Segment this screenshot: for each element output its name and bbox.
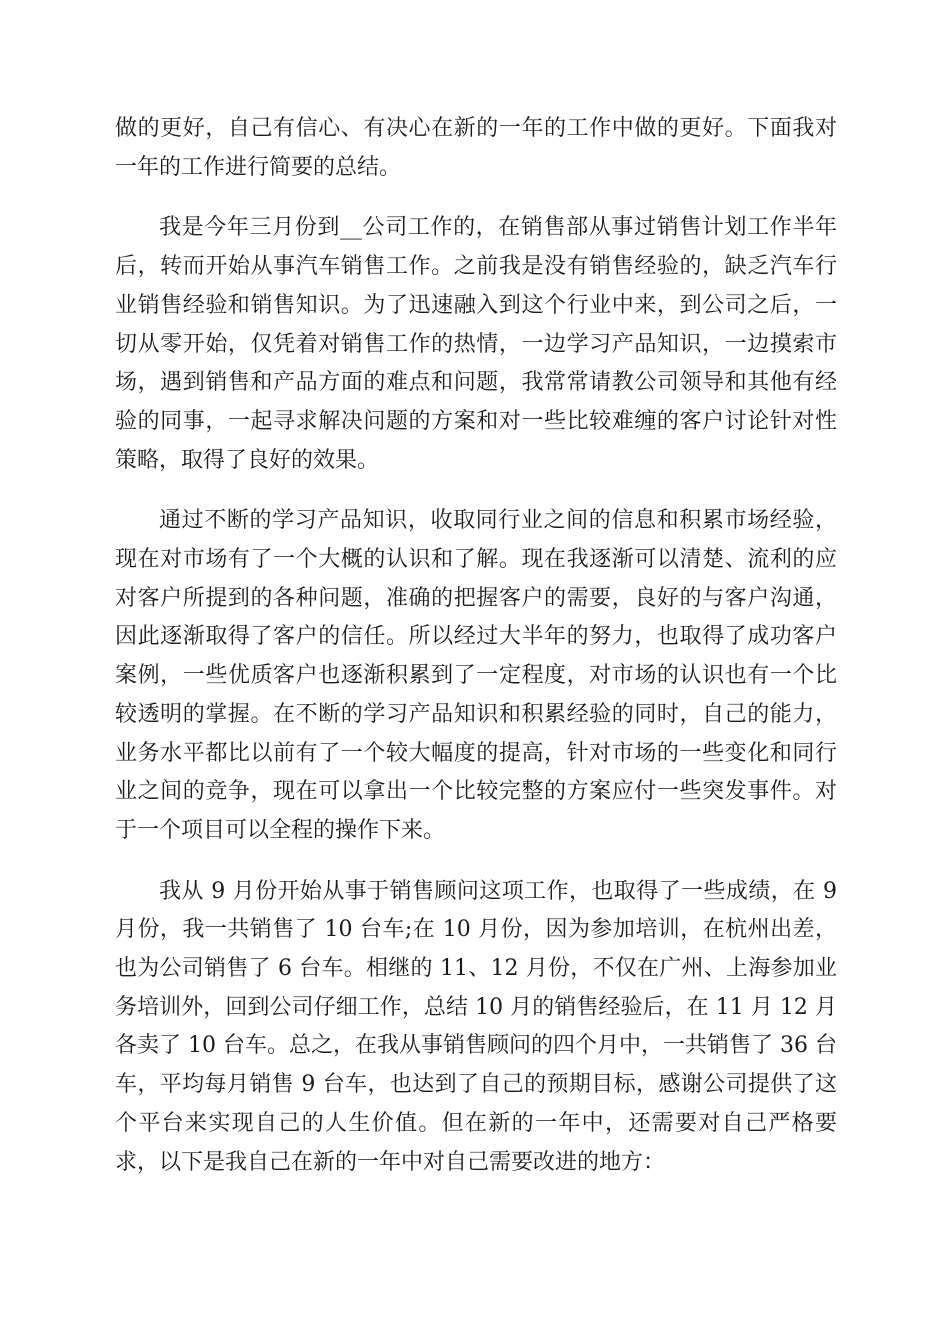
document-body bbox=[115, 110, 837, 1204]
paragraph-learning: 通过不断的学习产品知识，收取同行业之间的信息和积累市场经验，现在对市场有了一个大概的认识和了解。现在我逐渐可以清楚、流利的应对客户所提到的各种问题，准确的把握客户的需要，良好的与客户沟通，因此逐渐取得了客户的信任。所以经过大半年的努力，也取得了成功客户案例，一些优质客户也逐渐积累到了一定程度，对市场的认识也有一个比较透明的掌握。在不断的学习产品知识和积累经验的同时，自己的能力，业务水平都比以前有了一个较大幅度的提高，针对市场的一些变化和同行业之间的竞争，现在可以拿出一个比较完整的方案应付一些突发事件。对于一个项目可以全程的操作下来。 bbox=[115, 508, 837, 843]
paragraph-background: 我是今年三月份到__公司工作的，在销售部从事过销售计划工作半年后，转而开始从事汽车销售工作。之前我是没有销售经验的，缺乏汽车行业销售经验和销售知识。为了迅速融入到这个行业中来，到公司之后，一切从零开始，仅凭着对销售工作的热情，一边学习产品知识，一边摸索市场，遇到销售和产品方面的难点和问题，我常常请教公司领导和其他有经验的同事，一起寻求解决问题的方案和对一些比较难缠的客户讨论针对性策略，取得了良好的效果。 bbox=[115, 215, 837, 473]
paragraph-intro: 做的更好，自己有信心、有决心在新的一年的工作中做的更好。下面我对一年的工作进行简要的总结。 bbox=[115, 116, 837, 180]
paragraph-sales-results: 我从 9 月份开始从事于销售顾问这项工作，也取得了一些成绩，在 9 月份，我一共销售了 10 台车;在 10 月份，因为参加培训，在杭州出差，也为公司销售了 6 台车。相继的 11、12 月份，不仅在广州、上海参加业务培训外，回到公司仔细工作，总结 10 月的销售经验后，在 11 月 12 月各卖了 10 台车。总之，在我从事销售顾问的四个月中，一共销售了 36 台车，平均每月销售 9 台车，也达到了自己的预期目标，感谢公司提供了这个平台来实现自己的人生价值。但在新的一年中，还需要对自己严格要求，以下是我自己在新的一年中对自己需要改进的地方： bbox=[115, 878, 837, 1175]
